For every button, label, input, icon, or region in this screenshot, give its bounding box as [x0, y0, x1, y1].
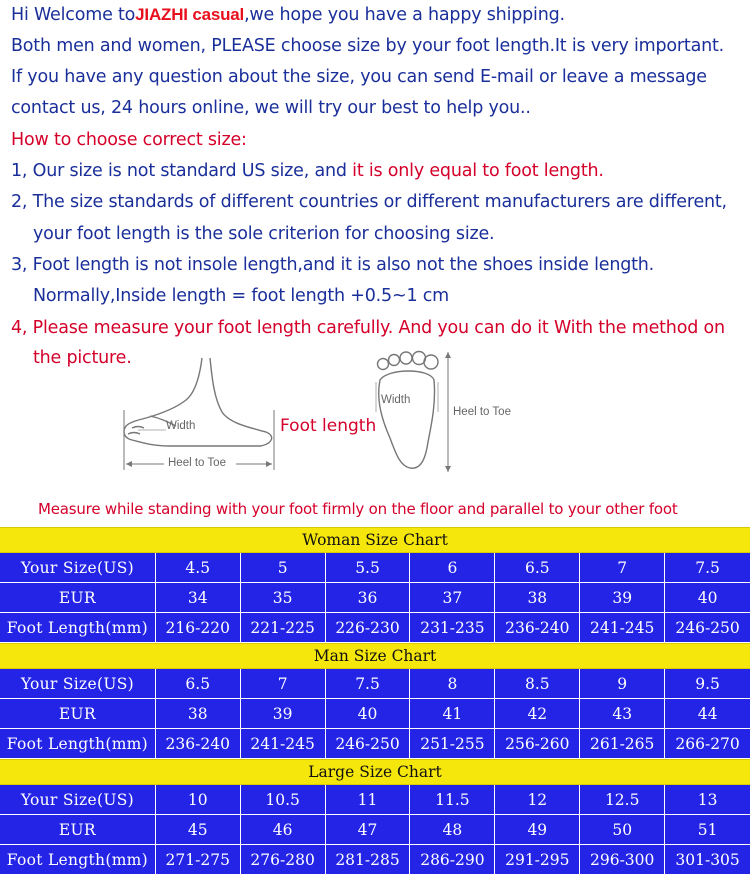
size-cell: 301-305 [675, 850, 740, 869]
size-cell: 256-260 [495, 729, 580, 758]
row-header: Foot Length(mm) [0, 729, 156, 758]
size-row-eur [0, 815, 750, 845]
size-cell: 8.5 [495, 669, 580, 698]
item-3: 3, Foot length is not insole length,and it is also not the shoes inside length. [11, 255, 655, 275]
size-cell: 47 [326, 815, 411, 844]
size-row-foot-length [0, 613, 750, 643]
size-cell: 37 [410, 583, 495, 612]
brand-name: JIAZHI casual [135, 5, 245, 24]
size-chart-title: Large Size Chart [0, 759, 750, 785]
size-cell: 7.5 [326, 669, 411, 698]
size-cell: 13 [697, 790, 718, 809]
welcome-line [11, 3, 565, 27]
size-cell: 7 [580, 553, 665, 582]
size-row-us-size [0, 785, 750, 815]
size-row-us-size [0, 553, 750, 583]
row-header: Foot Length(mm) [0, 613, 156, 642]
size-cell: 9.5 [695, 674, 720, 693]
size-cell: 41 [410, 699, 495, 728]
size-cell: 271-275 [156, 845, 241, 874]
contact-line: contact us, 24 hours online, we will try our best to help you.. [11, 98, 531, 118]
size-cell: 5 [241, 553, 326, 582]
top-foot-icon [378, 352, 439, 469]
size-cell: 44 [697, 704, 718, 723]
size-cell: 236-240 [156, 729, 241, 758]
size-cell: 39 [580, 583, 665, 612]
size-cell: 51 [697, 820, 718, 839]
foot-length-label: Foot length [280, 416, 377, 436]
size-cell: 43 [580, 699, 665, 728]
foot-measure-figure [0, 350, 750, 480]
size-cell: 9 [580, 669, 665, 698]
size-cell: 251-255 [410, 729, 495, 758]
size-cell: 7.5 [695, 558, 720, 577]
question-line: If you have any question about the size, you can send E-mail or leave a message [11, 67, 707, 87]
width-label-top: Width [381, 394, 411, 406]
welcome-prefix: Hi Welcome to [11, 5, 136, 25]
size-cell: 261-265 [580, 729, 665, 758]
heel-to-toe-label-side: Heel to Toe [168, 457, 226, 469]
size-cell: 246-250 [326, 729, 411, 758]
size-cell: 8 [410, 669, 495, 698]
row-header: Your Size(US) [0, 553, 156, 582]
size-cell: 4.5 [156, 553, 241, 582]
size-row-foot-length [0, 729, 750, 759]
row-header: Your Size(US) [0, 785, 156, 814]
heel-to-toe-label-top: Heel to Toe [453, 406, 511, 418]
size-cell: 241-245 [241, 729, 326, 758]
size-cell: 10 [156, 785, 241, 814]
size-cell: 12 [495, 785, 580, 814]
size-cell: 46 [241, 815, 326, 844]
size-cell: 216-220 [156, 613, 241, 642]
item-2: 2, The size standards of different countries or different manufacturers are different, [11, 192, 727, 212]
size-cell: 11 [326, 785, 411, 814]
item-1 [11, 159, 604, 183]
size-cell: 35 [241, 583, 326, 612]
size-cell: 6 [410, 553, 495, 582]
item-2-cont: your foot length is the sole criterion for choosing size. [33, 224, 495, 244]
measure-note: Measure while standing with your foot firmly on the floor and parallel to your other foot [38, 500, 678, 518]
size-cell: 39 [241, 699, 326, 728]
row-header: EUR [0, 699, 156, 728]
size-cell: 36 [326, 583, 411, 612]
size-cell: 12.5 [580, 785, 665, 814]
size-cell: 276-280 [241, 845, 326, 874]
foot-illustration [0, 350, 750, 480]
width-label-side: Width [166, 420, 196, 432]
row-header: EUR [0, 815, 156, 844]
size-cell: 5.5 [326, 553, 411, 582]
row-header: Your Size(US) [0, 669, 156, 698]
how-to-heading: How to choose correct size: [11, 130, 247, 150]
size-cell: 11.5 [410, 785, 495, 814]
size-row-foot-length [0, 845, 750, 875]
size-cell: 6.5 [495, 553, 580, 582]
size-cell: 49 [495, 815, 580, 844]
side-foot-icon [124, 358, 272, 446]
size-cell: 10.5 [241, 785, 326, 814]
size-row-us-size [0, 669, 750, 699]
item-3-cont: Normally,Inside length = foot length +0.5~1 cm [33, 286, 450, 306]
item-1-highlight: it is only equal to foot length. [352, 161, 604, 181]
size-cell: 42 [495, 699, 580, 728]
row-header: Foot Length(mm) [0, 845, 156, 874]
size-cell: 296-300 [580, 845, 665, 874]
size-cell: 6.5 [156, 669, 241, 698]
item-4: 4, Please measure your foot length carefully. And you can do it With the method on [11, 318, 725, 338]
size-chart-title: Man Size Chart [0, 643, 750, 669]
size-cell: 236-240 [495, 613, 580, 642]
size-cell: 38 [495, 583, 580, 612]
size-cell: 291-295 [495, 845, 580, 874]
size-row-eur [0, 583, 750, 613]
size-cell: 40 [697, 588, 718, 607]
row-header: EUR [0, 583, 156, 612]
size-cell: 50 [580, 815, 665, 844]
size-cell: 38 [156, 699, 241, 728]
size-cell: 40 [326, 699, 411, 728]
size-cell: 281-285 [326, 845, 411, 874]
size-chart-title: Woman Size Chart [0, 527, 750, 553]
choose-size-line: Both men and women, PLEASE choose size by your foot length.It is very important. [11, 36, 725, 56]
size-row-eur [0, 699, 750, 729]
size-cell: 231-235 [410, 613, 495, 642]
size-cell: 266-270 [675, 734, 740, 753]
size-cell: 7 [241, 669, 326, 698]
size-cell: 45 [156, 815, 241, 844]
size-cell: 226-230 [326, 613, 411, 642]
welcome-suffix: ,we hope you have a happy shipping. [244, 5, 565, 25]
size-cell: 286-290 [410, 845, 495, 874]
item-1-text: 1, Our size is not standard US size, and [11, 161, 353, 181]
item-4-cont: the picture. [33, 348, 132, 368]
size-cell: 246-250 [675, 618, 740, 637]
size-cell: 48 [410, 815, 495, 844]
size-cell: 241-245 [580, 613, 665, 642]
size-cell: 34 [156, 583, 241, 612]
size-cell: 221-225 [241, 613, 326, 642]
